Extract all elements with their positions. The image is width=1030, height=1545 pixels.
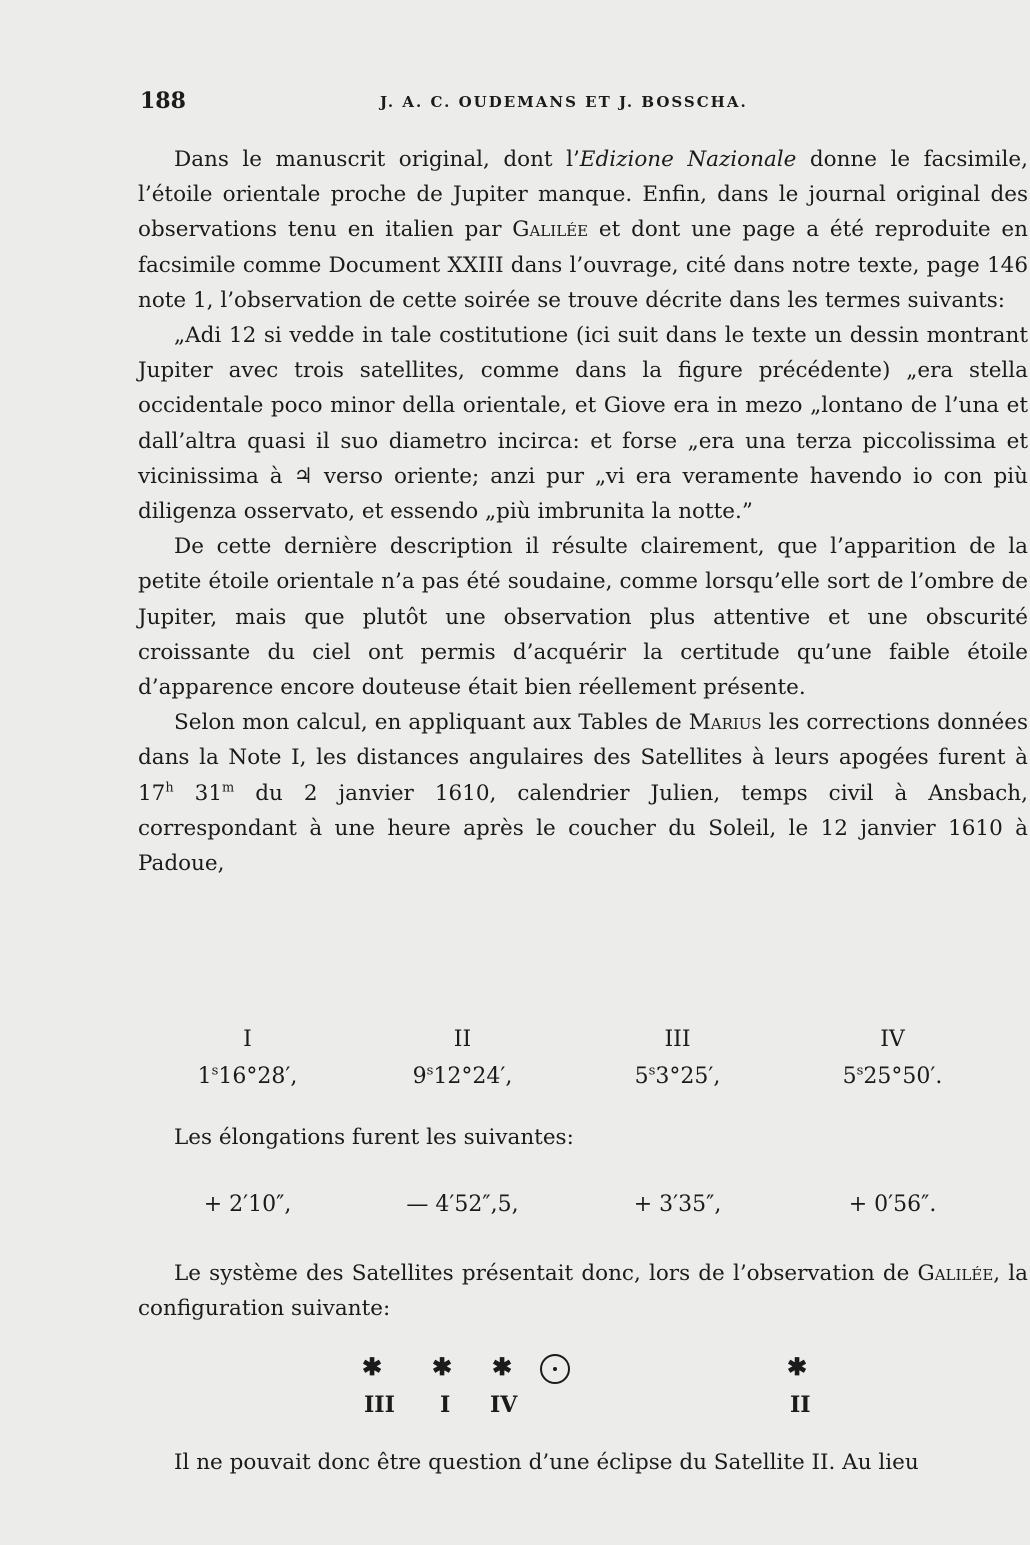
star-icon: ✱	[787, 1352, 808, 1381]
elongations-title: Les élongations furent les suivantes:	[174, 1125, 574, 1150]
angular-distance: 1$^s$16°28′,	[197, 1063, 298, 1089]
satellite-label: IV	[490, 1392, 518, 1418]
running-head: J. A. C. OUDEMANS ET J. BOSSCHA.	[380, 93, 748, 111]
satellite-number: II	[453, 1027, 472, 1052]
satellite-number: I	[243, 1027, 252, 1052]
satellite-label: III	[364, 1392, 395, 1418]
star-icon: ✱	[492, 1352, 513, 1381]
elongation-value: + 3′35″,	[633, 1192, 722, 1217]
page-header	[140, 88, 1020, 118]
paragraph-3: De cette dernière description il résulte clairement, que l’apparition de la petite étoile orientale n’a pas été soudaine, comme lorsqu’elle sort de l’ombre de Jupiter, mais que plutôt une observation plus attentive et une obscurité croissante du ciel ont permis d’acquérir la certitude qu’une faible étoile d’apparence encore douteuse était bien réellement présente.	[138, 534, 1028, 701]
paragraph-quotation: „Adi 12 si vedde in tale costitutione (ici suit dans le texte un dessin montrant Jupiter avec trois satellites, comme dans la figure précédente) „era stella occidentale poco minor della orientale, et Giove era in mezo „lontano de l’una et dall’altra quasi il suo diametro incirca: et forse „era una terza piccolissima et vicinissima à ♃ verso oriente; anzi pur „vi era veramente havendo io con più diligenza osservato, et essendo „più imbrunita la notte.”	[138, 323, 1028, 525]
elongation-value: + 2′10″,	[203, 1192, 292, 1217]
angular-distance: 9$^s$12°24′,	[412, 1063, 513, 1089]
elongation-row	[140, 1192, 1000, 1217]
satellite-number: IV	[880, 1027, 905, 1052]
author-name: Galilée	[512, 217, 589, 243]
paragraph-4: Selon mon calcul, en appliquant aux Tables de Marius les corrections données dans la Note I, les distances angulaires des Satellites à leurs apogées furent à 17$^h$ 31$^m$ du 2 janvier 1610, calendrier Julien, temps civil à Ansbach, correspondant à une heure après le coucher du Soleil, le 12 janvier 1610 à Padoue,	[138, 710, 1028, 877]
elongation-value: — 4′52″,5,	[406, 1192, 519, 1217]
final-line: Il ne pouvait donc être question d’une éclipse du Satellite II. Au lieu	[174, 1450, 919, 1475]
star-icon: ✱	[362, 1352, 383, 1381]
author-name: Marius	[688, 710, 762, 736]
satellite-label: I	[440, 1392, 451, 1418]
paragraph-1: Dans le manuscrit original, dont l’Edizione Nazionale donne le facsimile, l’étoile orientale proche de Jupiter manque. Enfin, dans le journal original des observations tenu en italien par Galilée et dont une page a été reproduite en facsimile comme Document XXIII dans l’ouvrage, cité dans notre texte, page 146 note 1, l’observation de cette soirée se trouve décrite dans les termes suivants:	[138, 147, 1028, 313]
body-text	[138, 142, 1028, 881]
angular-distance: 5$^s$25°50′.	[842, 1063, 943, 1089]
satellite-number-row	[140, 1027, 1000, 1052]
configuration-paragraph: Le système des Satellites présentait donc, lors de l’observation de Galilée, la configuration suivante:	[138, 1261, 1028, 1322]
angular-distance: 5$^s$3°25′,	[634, 1063, 721, 1089]
elongation-value: + 0′56″.	[848, 1192, 937, 1217]
satellite-label: II	[790, 1392, 811, 1418]
italic-title: Edizione Nazionale	[579, 147, 797, 172]
angular-distance-row	[140, 1064, 1000, 1089]
satellite-configuration-diagram	[350, 1352, 830, 1432]
star-icon: ✱	[432, 1352, 453, 1381]
jupiter-icon	[540, 1354, 570, 1384]
author-name: Galilée	[917, 1261, 994, 1286]
satellite-number: III	[664, 1027, 691, 1052]
page-number: 188	[140, 88, 186, 114]
